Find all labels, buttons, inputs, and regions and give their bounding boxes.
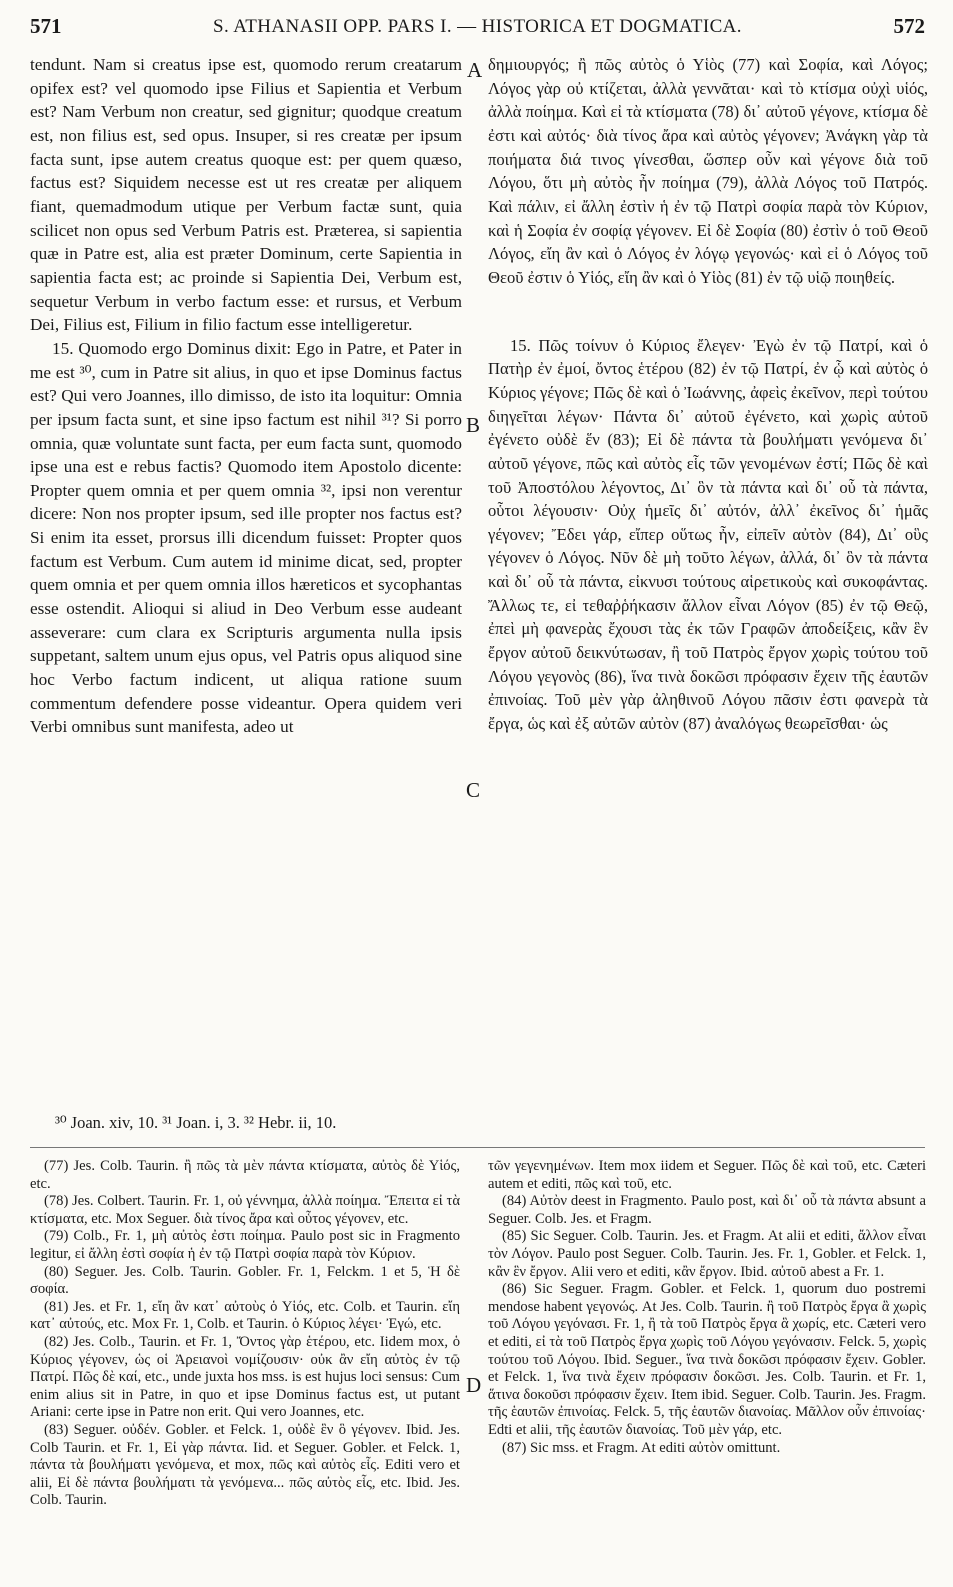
greek-column bbox=[488, 53, 928, 736]
section-marker-d: D bbox=[466, 1373, 482, 1397]
critical-note: (79) Colb., Fr. 1, μὴ αὐτὸς ἐστι ποίημα. Paulo post sic in Fragmento legitur, εἰ ἄλλη ἐστὶ σοφία ἡ ἐν τῷ Πατρὶ σοφία παρὰ τὸν Κύριον. bbox=[30, 1228, 460, 1262]
critical-note: (78) Jes. Colbert. Taurin. Fr. 1, οὐ γέννημα, ἀλλὰ ποίημα. Ἔπειτα εἰ τὰ κτίσματα, etc. Mox Seguer. διὰ τίνος ἄρα καὶ οὗτος γέγονεν, etc. bbox=[30, 1193, 460, 1227]
section-marker-b: B bbox=[466, 413, 481, 437]
critical-note: (83) Seguer. οὐδέν. Gobler. et Felck. 1, οὐδὲ ἓν ὃ γέγονεν. Ibid. Jes. Colb Taurin. et Fr. 1, Εἰ γὰρ πάντα. Iid. et Seguer. Gobler. et Felck. 1, πάντα τὰ βουλήματι γενόμενα, et mox, πῶς καὶ αὐτὸς εἷς. Editi vero et alii, Εἰ δὲ πάντα βουλήματι τὰ γενόμενα... πῶς αὐτὸς εἷς, etc. Ibid. Jes. Colb. Taurin. bbox=[30, 1421, 460, 1509]
critical-note: (80) Seguer. Jes. Colb. Taurin. Gobler. Fr. 1, Felckm. 1 et 5, Ἡ δὲ σοφία. bbox=[30, 1263, 460, 1298]
critical-notes-left bbox=[30, 1158, 460, 1510]
scripture-footnotes: ³⁰ Joan. xiv, 10. ³¹ Joan. i, 3. ³² Hebr. ii, 10. bbox=[55, 1113, 337, 1132]
page-number-left: 571 bbox=[30, 14, 62, 38]
critical-note: (81) Jes. et Fr. 1, εἴη ἂν κατ᾽ αὐτοὺς ὁ Υἱός, etc. Colb. et Taurin. εἴη κατ᾽ αὐτούς, etc. Mox Fr. 1, Colb. et Taurin. ὁ Κύριος λέγει· Ἐγώ, etc. bbox=[30, 1298, 460, 1333]
critical-note: (84) Αὐτὸν deest in Fragmento. Paulo post, καὶ δι᾽ οὗ τὰ πάντα absunt a Seguer. Colb. Jes. et Fragm. bbox=[488, 1193, 926, 1227]
critical-note: (85) Sic Seguer. Colb. Taurin. Jes. et Fragm. At alii et editi, ἄλλον εἶναι τὸν Λόγον. Paulo post Seguer. Colb. Taurin. Jes. Fr. 1, Gobler. et Felck. 1, κἂν ἓν ἔργον. Alii vero et editi, κἂν ἔργον. Ibid. αὐτοῦ abest a Fr. 1. bbox=[488, 1228, 926, 1280]
section-marker-c: C bbox=[466, 778, 481, 802]
critical-note: (86) Sic Seguer. Fragm. Gobler. et Felck. 1, quorum duo postremi mendose habent γεγονώς. At Jes. Colb. Taurin. ἢ τοῦ Πατρὸς ἔργα ἃ χωρὶς τοῦ Λόγου γεγόνασι. Fr. 1, ἢ τὰ τοῦ Πατρὸς ἔργα ἃ χωρίς, etc. Cæteri vero et editi, εἰ τὰ τοῦ Πατρὸς ἔργα χωρὶς τοῦ Λόγου γεγόνασιν. Felck. 5, χωρὶς τούτου τοῦ Λόγου. Ibid. Seguer., ἵνα τινὰ δοκῶσι πρόφασιν ἔχειν. Gobler. et Felck. 1, ἵνα τινὰ ἔχειν πρόφασιν δοκῶσι. Jes. Colb. Taurin. et Fr. 1, ἅτινα δοκοῦσι πρόφασιν ἔχειν. Item ibid. Seguer. Colb. Taurin. Jes. Fragm. τῆς ἑαυτῶν ἐπινοίας. Felck. 5, τῆς ἑαυτῶν διανοίας. Μᾶλλον οὖν ἐπινοίας· Edti et alii, τῆς ἑαυτῶν διανοίας. Τοῦ μὲν γάρ, etc. bbox=[488, 1281, 926, 1438]
latin-paragraph: tendunt. Nam si creatus ipse est, quomodo rerum creatarum opifex est? vel quomodo ipse Filius et Sapientia et Verbum est? Nam Verbum non creatur, sed gignitur; quodque creatum est, non filius est, sed opus. Insuper, si res creatæ per ipsum facta sunt, ipse autem creatus quoque est: per quem quæso, factus est? Siquidem necesse est ut res creatæ per aliquem fiant, quemadmodum utique per Verbum factæ sunt, quia scilicet non opus sed Verbum Patris est. Præterea, si sapientia quæ in Patre est, alia est præter Dominum, certe Sapientia in sapientia facta est; ac proinde si Sapientia Dei, Verbum est, sequetur Verbum in verbo factum esse: et rursus, et Verbum Dei, Filius est, Filium in filio factum esse intelligeretur. bbox=[30, 55, 462, 335]
critical-note: (82) Jes. Colb., Taurin. et Fr. 1, Ὄντος γὰρ ἑτέρου, etc. Iidem mox, ὁ Κύριος γέγονεν, ὡς οἱ Ἀρειανοὶ νομίζουσιν· οὐκ ἂν εἴη αὐτὸς ἐν τῷ Πατρί. Πῶς δὲ καί, etc., unde juxta hos mss. is est hujus loci sensus: Cum enim alius sit in Patre, in quo et ipse Dominus factus est, ut putant Ariani: certe ipse in Patre non erit. Qui vero Joannes, etc. bbox=[30, 1333, 460, 1421]
critical-note: (77) Jes. Colb. Taurin. ἢ πῶς τὰ μὲν πάντα κτίσματα, αὐτὸς δὲ Υἱός, etc. bbox=[30, 1158, 460, 1192]
critical-notes-right bbox=[488, 1158, 926, 1457]
running-header bbox=[30, 14, 925, 44]
greek-paragraph: 15. Πῶς τοίνυν ὁ Κύριος ἔλεγεν· Ἐγὼ ἐν τῷ Πατρί, καὶ ὁ Πατὴρ ἐν ἐμοί, ὄντος ἑτέρου (82) ἐν τῷ Πατρί, ἐν ᾧ καὶ αὐτὸς ὁ Κύριος γέγονε; Πῶς δὲ καὶ ὁ Ἰωάννης, ἀφεὶς ἐκεῖνον, περὶ τούτου διηγεῖται λέγων· Πάντα δι᾽ αὐτοῦ ἐγένετο, καὶ χωρὶς αὐτοῦ ἐγένετο οὐδὲ ἕν (83); Εἰ δὲ πάντα τὰ βουλήματι γενόμενα δι᾽ αὐτοῦ γέγονε, πῶς καὶ αὐτὸς εἷς τῶν γενομένων ἐστί; Πῶς δὲ καὶ τοῦ Ἀποστόλου λέγοντος, Δι᾽ ὃν τὰ πάντα καὶ δι᾽ οὗ τὰ πάντα, οὗτοι λέγουσιν· Οὐχ ἡμεῖς δι᾽ αὐτόν, ἀλλ᾽ ἐκεῖνος δι᾽ ἡμᾶς γέγονεν; Ἔδει γάρ, εἴπερ οὕτως ἦν, εἰπεῖν αὐτὸν (84), Δι᾽ οὓς γέγονεν ὁ Λόγος. Νῦν δὲ μὴ τοῦτο λέγων, ἀλλά, δι᾽ ὃν τὰ πάντα καὶ δι᾽ οὗ τὰ πάντα, εἰκνυσι τούτους αἱρετικοὺς καὶ συκοφάντας. Ἄλλως τε, εἰ τεθαῤῥήκασιν ἄλλον εἶναι Λόγον (85) ἐν τῷ Θεῷ, ἐπεὶ μὴ φανερὰς ἔχουσι τὰς ἐκ τῶν Γραφῶν ἀποδείξεις, κἂν ἓν ἔργον αὐτοῦ δεικνύτωσαν, ἢ τοῦ Πατρὸς ἔργον χωρὶς τούτου τοῦ Λόγου γεγονὸς (86), ἵνα τινὰ δοκῶσι πρόφασιν ἔχειν τῆς ἑαυτῶν ἐπινοίας. Τοῦ μὲν γὰρ ἀληθινοῦ Λόγου πᾶσιν ἐστι φανερὰ τὰ ἔργα, ὡς καὶ ἐξ αὐτῶν αὐτὸν (87) ἀναλόγως θεωρεῖσθαι· ὡς bbox=[488, 335, 928, 734]
latin-column bbox=[30, 53, 462, 739]
critical-note-continuation: τῶν γεγενημένων. Item mox iidem et Seguer. Πῶς δὲ καὶ τοῦ, etc. Cæteri autem et editi, πῶς καὶ τοῦ, etc. bbox=[488, 1158, 926, 1192]
page-number-right: 572 bbox=[893, 14, 925, 38]
section-marker-a: A bbox=[467, 58, 483, 82]
footnote-divider bbox=[30, 1147, 925, 1148]
critical-note: (87) Sic mss. et Fragm. At editi αὐτὸν omittunt. bbox=[502, 1439, 781, 1456]
running-title: S. ATHANASII OPP. PARS I. — HISTORICA ET DOGMATICA. bbox=[213, 16, 742, 37]
latin-paragraph: 15. Quomodo ergo Dominus dixit: Ego in Patre, et Pater in me est ³⁰, cum in Patre sit alius, in quo et ipse Dominus factus est? Qui vero Joannes, illo dimisso, de isto ita loquitur: Omnia per ipsum facta sunt, et sine ipso factum est nihil ³¹? Si porro omnia, quæ voluntate sunt facta, per eum facta sunt, quomodo ipse una est e rebus factis? Quomodo item Apostolo dicente: Propter quem omnia et per quem omnia ³², ipsi non verentur dicere: Non nos propter ipsum, sed ille propter nos factus est? Si enim ita esset, prorsus illi dicendum fuisset: Propter quos factum est Verbum. Cum autem id minime dicat, sed, propter quem omnia et per quem omnia illos hæreticos et sycophantas esse ostendit. Alioqui si aliud in Deo Verbum esse audeant asseverare: cum clara ex Scripturis argumenta nulla ipsis suppetant, saltem unum ejus opus, vel Patris opus aliquod sine hoc Verbo factum indicent, ut aliqua ratione suum commentum defendere posse videantur. Opera quidem veri Verbi omnibus sunt manifesta, adeo ut bbox=[30, 338, 462, 737]
greek-paragraph: δημιουργός; ἢ πῶς αὐτὸς ὁ Υἱὸς (77) καὶ Σοφία, καὶ Λόγος; Λόγος γὰρ οὐ κτίζεται, ἀλλὰ γεννᾶται· καὶ τὸ κτίσμα οὐχὶ υἱός, ἀλλὰ ποίημα. Καὶ εἰ τὰ κτίσματα (78) δι᾽ αὐτοῦ γέγονε, κτίσμα δὲ ἐστι καὶ αὐτός· διὰ τίνος ἄρα καὶ αὐτὸς γέγονεν; Ἀνάγκη γὰρ τὰ ποιήματα διά τινος γίνεσθαι, ὥσπερ οὖν καὶ γέγονε διὰ τοῦ Λόγου, ὅτι μὴ αὐτὸς ἦν ποίημα (79), ἀλλὰ Λόγος τοῦ Πατρός. Καὶ πάλιν, εἰ ἄλλη ἐστὶν ἡ ἐν τῷ Πατρὶ σοφία παρὰ τὸν Κύριον, καὶ ἡ Σοφία ἐν σοφίᾳ γέγονεν. Εἰ δὲ Σοφία (80) ἐστὶν ὁ τοῦ Θεοῦ Λόγος, εἴη ἂν καὶ ὁ Λόγος ἐν λόγῳ γεγονώς· καὶ εἰ ὁ Λόγος τοῦ Θεοῦ ἐστιν ὁ Υἱός, εἴη ἂν καὶ ὁ Υἱὸς (81) ἐν τῷ υἱῷ ποιηθείς. bbox=[488, 55, 928, 287]
